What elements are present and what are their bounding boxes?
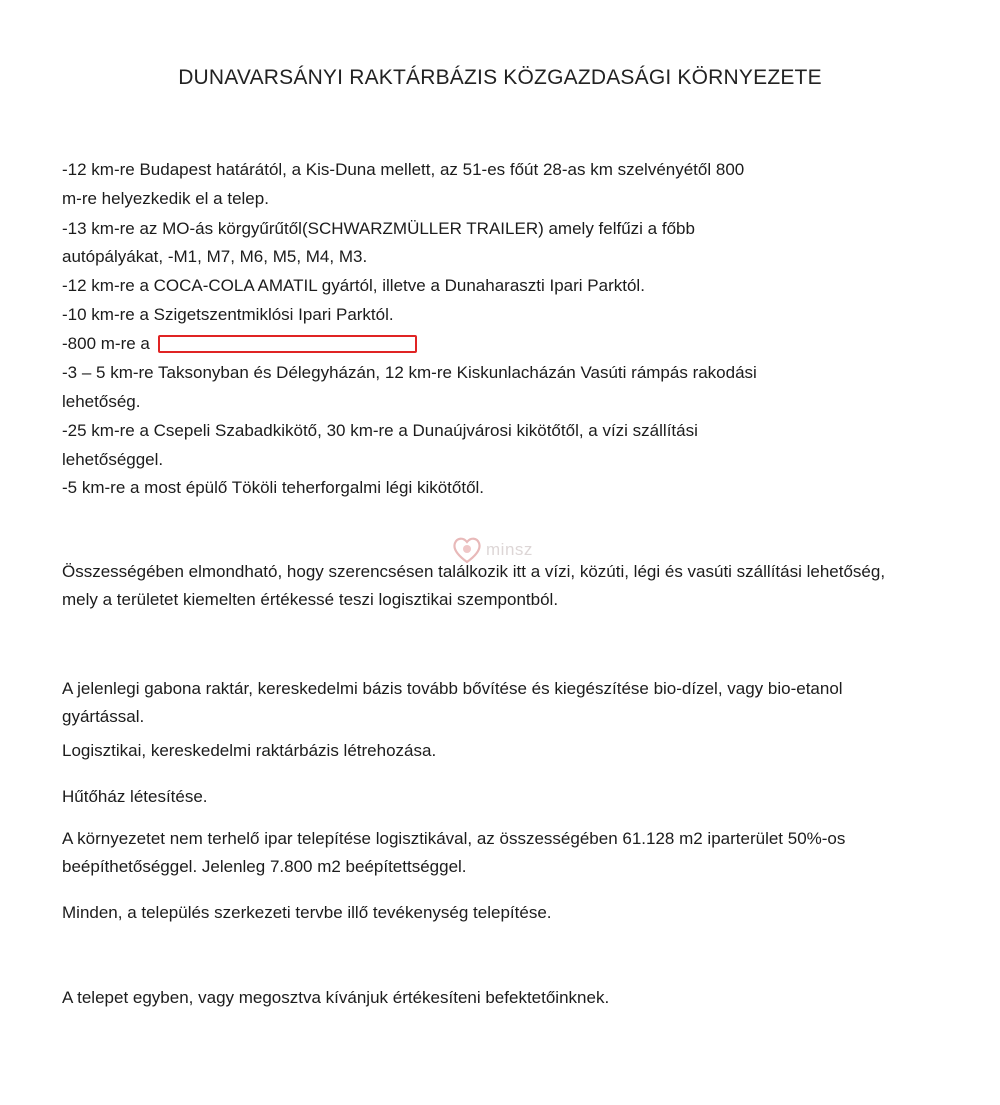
list-item: -5 km-re a most épülő Tököli teherforgalmi légi kikötőtől. — [62, 478, 485, 497]
list-item: -10 km-re a Szigetszentmiklósi Ipari Parktól. — [62, 305, 394, 324]
list-item: -3 – 5 km-re Taksonyban és Délegyházán, 12 km-re Kiskunlacházán Vasúti rámpás rakodási — [62, 363, 757, 382]
plan-paragraph: Logisztikai, kereskedelmi raktárbázis létrehozása. — [62, 741, 437, 760]
summary-paragraph: Összességében elmondható, hogy szerencsésen találkozik itt a vízi, közúti, légi és vasúti szállítási lehetőség, mely a területet kiemelten értékessé teszi logisztikai szempontból. — [62, 562, 886, 609]
list-item: m-re helyezkedik el a telep. — [62, 189, 269, 208]
list-item: lehetőséggel. — [62, 450, 164, 469]
list-item: -25 km-re a Csepeli Szabadkikötő, 30 km-re a Dunaújvárosi kikötőtől, a vízi szállítási — [62, 421, 698, 440]
list-item: lehetőség. — [62, 392, 141, 411]
list-item-redacted — [62, 334, 417, 354]
list-item-text: -800 m-re a — [62, 334, 150, 353]
plan-paragraph: A jelenlegi gabona raktár, kereskedelmi bázis tovább bővítése és kiegészítése bio-dízel, vagy bio-etanol gyártással. — [62, 679, 843, 726]
plan-paragraph: A környezetet nem terhelő ipar telepítése logisztikával, az összességében 61.128 m2 iparterület 50%-os beépíthetőséggel. Jelenleg 7.800 m2 beépítettséggel. — [62, 829, 846, 876]
list-item: autópályákat, -M1, M7, M6, M5, M4, M3. — [62, 247, 368, 266]
plan-paragraph: Hűtőház létesítése. — [62, 787, 208, 806]
redaction-box — [158, 335, 417, 353]
list-item: -13 km-re az MO-ás körgyűrűtől(SCHWARZMÜLLER TRAILER) amely felfűzi a főbb — [62, 219, 695, 238]
list-item: -12 km-re a COCA-COLA AMATIL gyártól, illetve a Dunaharaszti Ipari Parktól. — [62, 276, 645, 295]
list-item: -12 km-re Budapest határától, a Kis-Duna mellett, az 51-es főút 28-as km szelvényétől 800 — [62, 160, 745, 179]
plan-paragraph: Minden, a település szerkezeti tervbe illő tevékenység telepítése. — [62, 903, 552, 922]
watermark-text: minsz — [486, 540, 533, 559]
document-title: DUNAVARSÁNYI RAKTÁRBÁZIS KÖZGAZDASÁGI KÖRNYEZETE — [178, 66, 822, 89]
closing-paragraph: A telepet egyben, vagy megosztva kívánjuk értékesíteni befektetőinknek. — [62, 988, 610, 1007]
